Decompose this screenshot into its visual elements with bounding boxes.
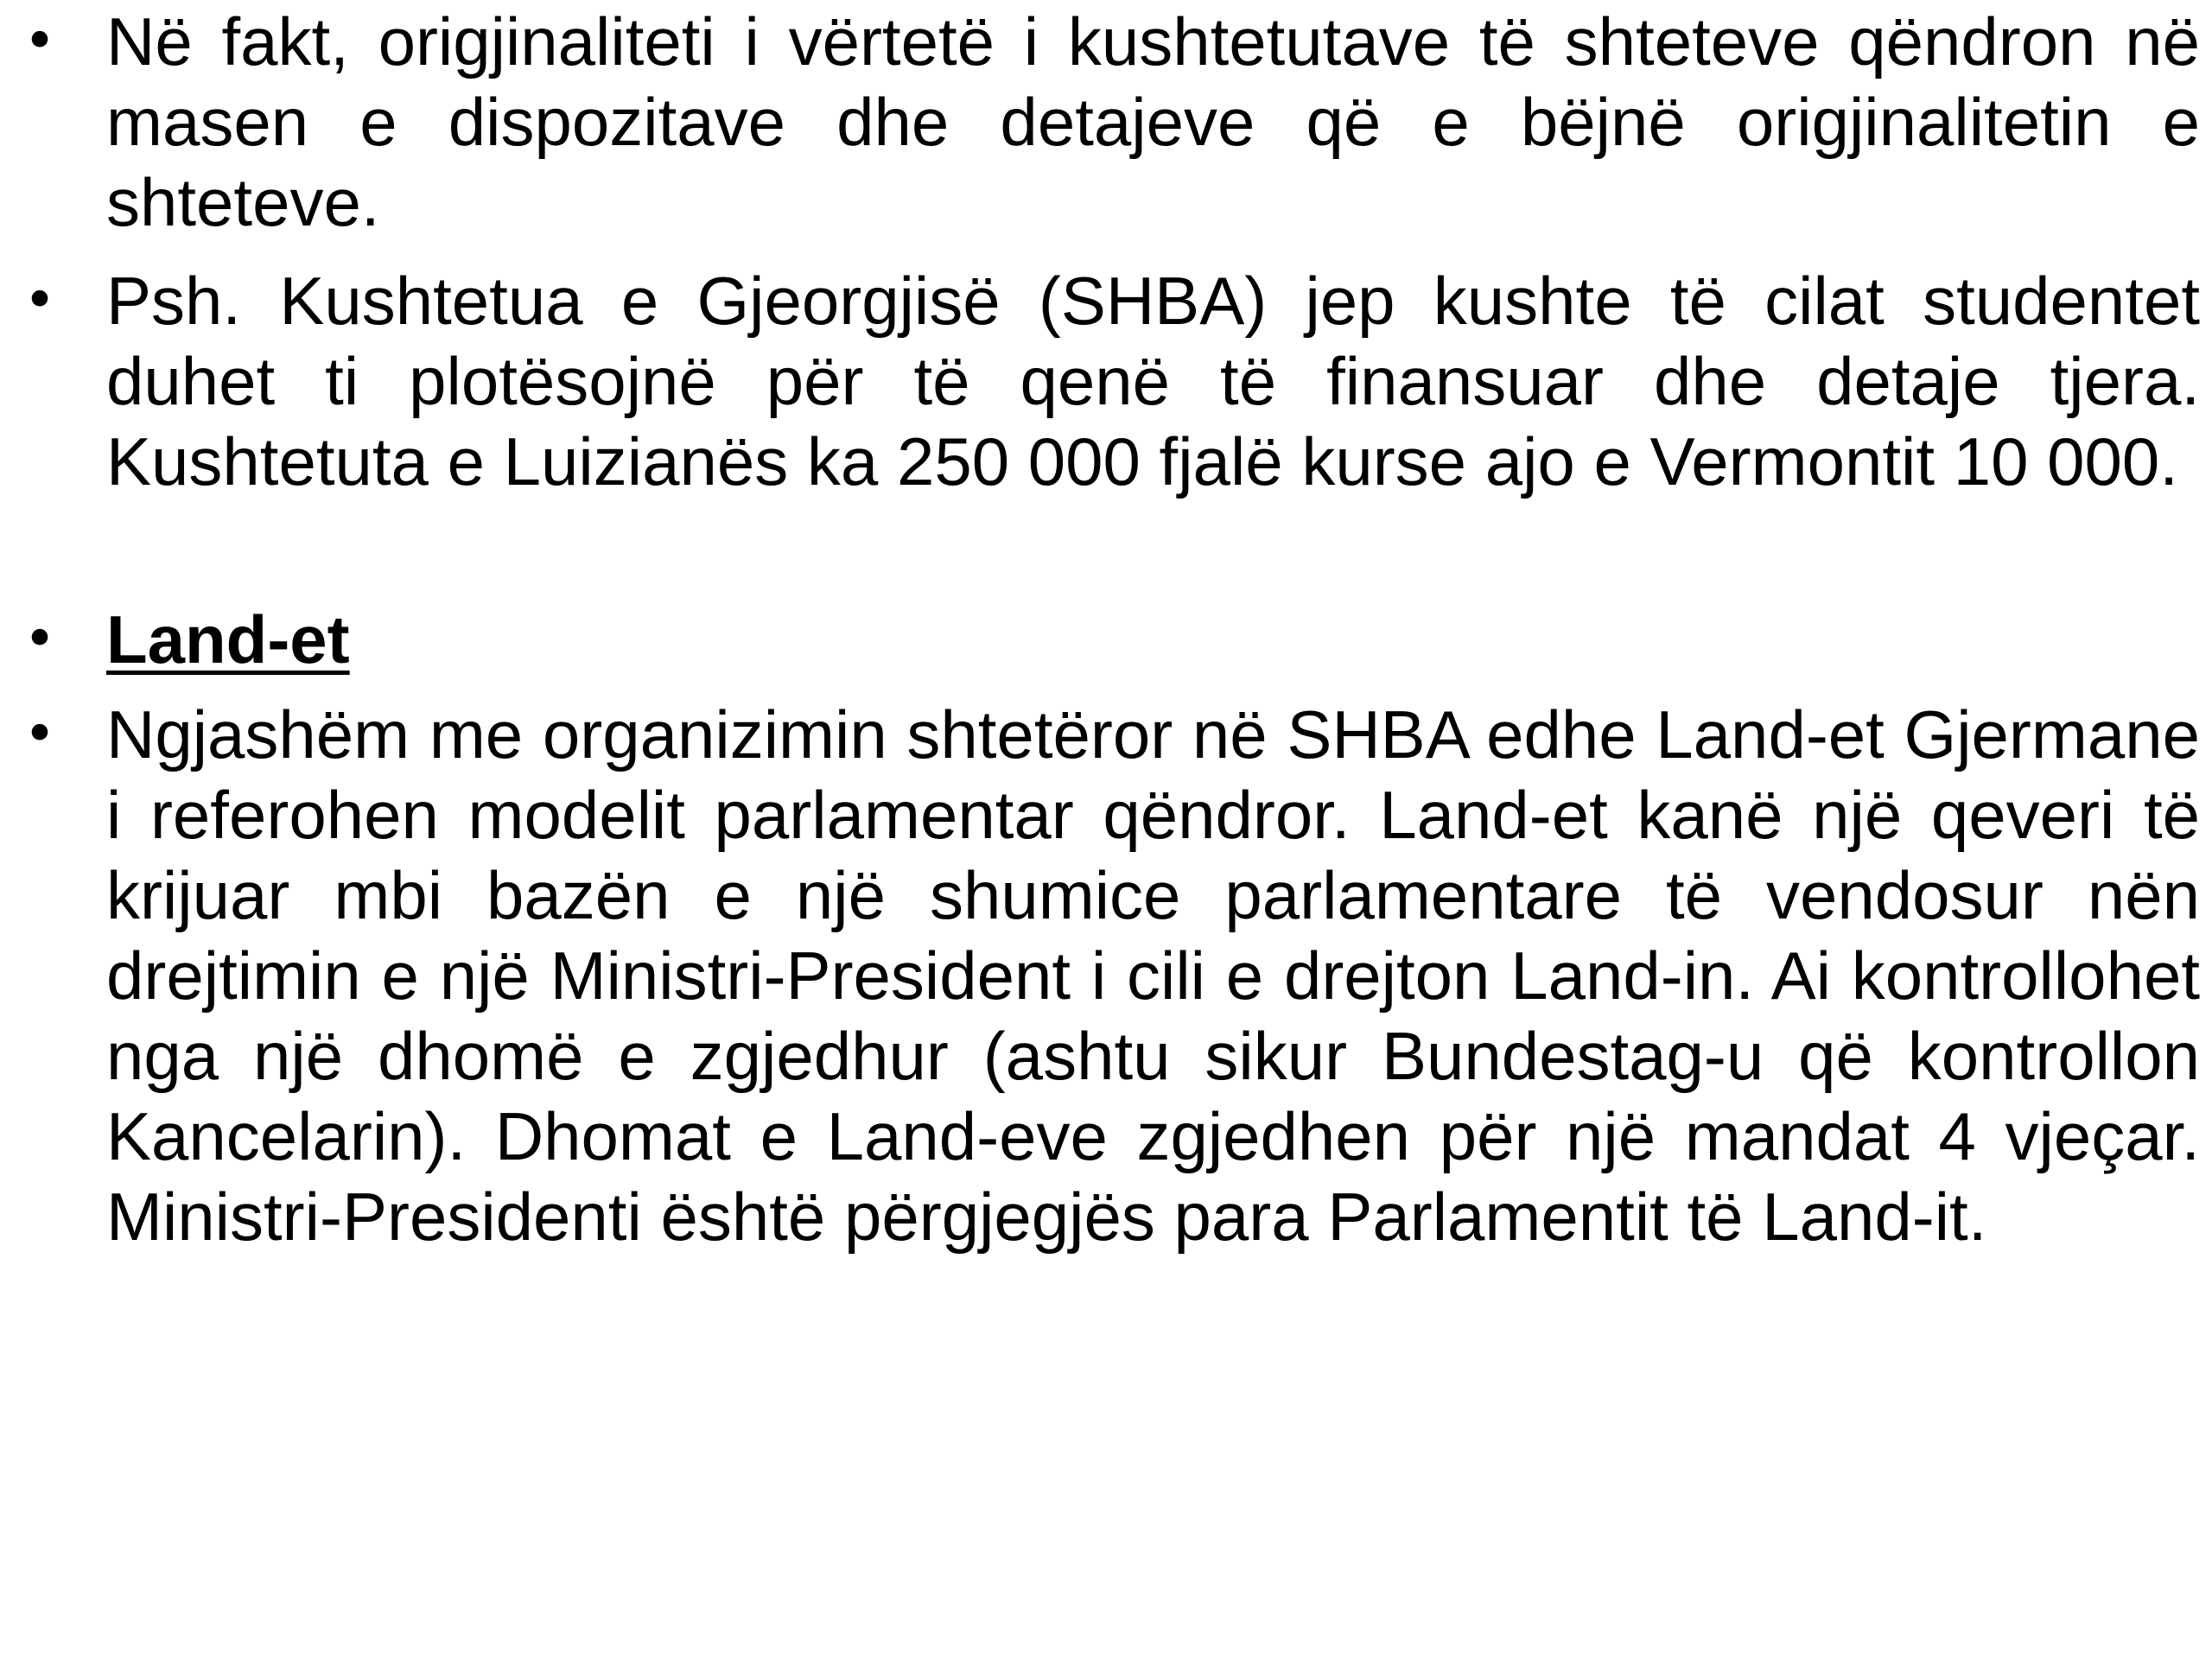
bullet-text: Psh. Kushtetua e Gjeorgjisë (SHBA) jep kushte të cilat studentet duhet ti plotësojnë për të qenë të finansuar dhe detaje tjera. Kushtetuta e Luizianës ka 250 000 fjalë kurse ajo e Vermontit 10 000.: [106, 263, 2200, 499]
bullet-item-originality: [22, 2, 2200, 243]
bullet-list: [22, 2, 2200, 1257]
bullet-dot-icon: •: [23, 10, 56, 73]
bullet-item-georgia-example: [22, 261, 2200, 502]
bullet-item-heading: [22, 600, 2200, 680]
bullet-dot-icon: •: [23, 269, 56, 333]
bullet-dot-icon: •: [23, 607, 56, 671]
section-heading: Land-et: [106, 601, 350, 677]
bullet-text: Në fakt, origjinaliteti i vërtetë i kushtetutave të shteteve qëndron në masen e dispozitave dhe detajeve që e bëjnë origjinalitetin e shteteve.: [106, 3, 2200, 240]
bullet-text: Ngjashëm me organizimin shtetëror në SHBA edhe Land-et Gjermane i referohen modelit parlamentar qëndror. Land-et kanë një qeveri të krijuar mbi bazën e një shumice parlamentare të vendosur nën drejtimin e një Ministri-President i cili e drejton Land-in. Ai kontrollohet nga një dhomë e zgjedhur (ashtu sikur Bundestag-u që kontrollon Kancelarin). Dhomat e Land-eve zgjedhen për një mandat 4 vjeçar. Ministri-Presidenti është përgjegjës para Parlamentit të Land-it.: [106, 696, 2200, 1255]
bullet-item-lander-description: [22, 695, 2200, 1257]
bullet-dot-icon: •: [23, 702, 56, 766]
